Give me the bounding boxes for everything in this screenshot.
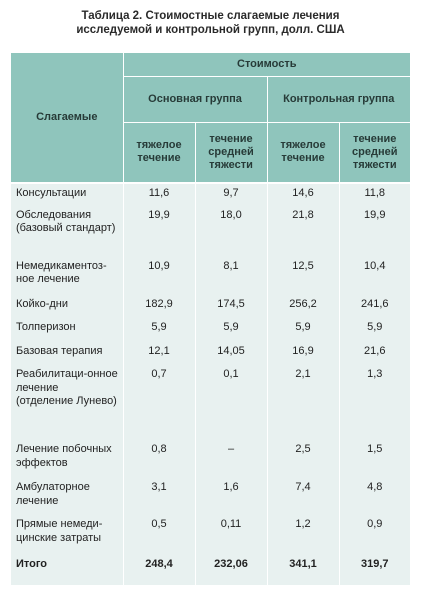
cell-value: 319,7 bbox=[339, 555, 410, 585]
table-row bbox=[11, 295, 410, 319]
cell-value: 14,6 bbox=[267, 183, 339, 206]
cell-value: 5,9 bbox=[339, 318, 410, 342]
header-rowhead: Слагаемые bbox=[11, 53, 123, 183]
cell-value: 12,1 bbox=[123, 342, 195, 366]
row-label: Базовая терапия bbox=[11, 342, 123, 366]
cell-value: 0,1 bbox=[195, 365, 267, 440]
cell-value: 5,9 bbox=[123, 318, 195, 342]
cell-value: 21,6 bbox=[339, 342, 410, 366]
header-sub-main-moderate: течение средней тяжести bbox=[195, 122, 267, 183]
cell-value: 5,9 bbox=[195, 318, 267, 342]
row-label: Немедикаментоз-ное лечение bbox=[11, 257, 123, 295]
cell-value: 232,06 bbox=[195, 555, 267, 585]
table-row bbox=[11, 206, 410, 257]
cell-value: 5,9 bbox=[267, 318, 339, 342]
cell-value: 0,9 bbox=[339, 515, 410, 555]
row-label: Итого bbox=[11, 555, 123, 585]
header-cost: Стоимость bbox=[123, 53, 410, 76]
table-caption bbox=[0, 9, 421, 37]
cell-value: 182,9 bbox=[123, 295, 195, 319]
cell-value: – bbox=[195, 440, 267, 478]
caption-line-2: исследуемой и контрольной групп, долл. США bbox=[76, 24, 345, 36]
table-row-total bbox=[11, 555, 410, 585]
cell-value: 8,1 bbox=[195, 257, 267, 295]
cell-value: 0,8 bbox=[123, 440, 195, 478]
cell-value: 1,2 bbox=[267, 515, 339, 555]
cell-value: 7,4 bbox=[267, 478, 339, 515]
table-row bbox=[11, 478, 410, 515]
cell-value: 4,8 bbox=[339, 478, 410, 515]
header-sub-control-moderate: течение средней тяжести bbox=[339, 122, 410, 183]
cell-value: 19,9 bbox=[123, 206, 195, 257]
cell-value: 341,1 bbox=[267, 555, 339, 585]
cell-value: 12,5 bbox=[267, 257, 339, 295]
cell-value: 248,4 bbox=[123, 555, 195, 585]
cell-value: 1,5 bbox=[339, 440, 410, 478]
cell-value: 10,4 bbox=[339, 257, 410, 295]
row-label: Лечение побочных эффектов bbox=[11, 440, 123, 478]
cell-value: 18,0 bbox=[195, 206, 267, 257]
table-row bbox=[11, 183, 410, 206]
cell-value: 2,1 bbox=[267, 365, 339, 440]
table-row bbox=[11, 515, 410, 555]
cell-value: 256,2 bbox=[267, 295, 339, 319]
table-row bbox=[11, 318, 410, 342]
row-label: Реабилитаци-онное лечение (отделение Лунево) bbox=[11, 365, 123, 440]
row-label: Амбулаторное лечение bbox=[11, 478, 123, 515]
cell-value: 9,7 bbox=[195, 183, 267, 206]
caption-line-1: Таблица 2. Стоимостные слагаемые лечения bbox=[81, 10, 340, 22]
cell-value: 174,5 bbox=[195, 295, 267, 319]
table-row bbox=[11, 257, 410, 295]
cell-value: 1,6 bbox=[195, 478, 267, 515]
cell-value: 16,9 bbox=[267, 342, 339, 366]
cell-value: 19,9 bbox=[339, 206, 410, 257]
cell-value: 0,7 bbox=[123, 365, 195, 440]
cell-value: 0,5 bbox=[123, 515, 195, 555]
cell-value: 11,6 bbox=[123, 183, 195, 206]
cell-value: 2,5 bbox=[267, 440, 339, 478]
cell-value: 11,8 bbox=[339, 183, 410, 206]
cell-value: 3,1 bbox=[123, 478, 195, 515]
cell-value: 1,3 bbox=[339, 365, 410, 440]
row-label: Толперизон bbox=[11, 318, 123, 342]
cell-value: 0,11 bbox=[195, 515, 267, 555]
cost-table bbox=[11, 53, 410, 585]
cell-value: 14,05 bbox=[195, 342, 267, 366]
cell-value: 241,6 bbox=[339, 295, 410, 319]
header-group-main: Основная группа bbox=[123, 76, 267, 122]
table-row bbox=[11, 342, 410, 366]
header-sub-control-severe: тяжелое течение bbox=[267, 122, 339, 183]
row-label: Прямые немеди-цинские затраты bbox=[11, 515, 123, 555]
header-sub-main-severe: тяжелое течение bbox=[123, 122, 195, 183]
cell-value: 10,9 bbox=[123, 257, 195, 295]
table-row bbox=[11, 440, 410, 478]
row-label: Койко-дни bbox=[11, 295, 123, 319]
row-label: Обследования (базовый стандарт) bbox=[11, 206, 123, 257]
header-group-control: Контрольная группа bbox=[267, 76, 410, 122]
cell-value: 21,8 bbox=[267, 206, 339, 257]
row-label: Консультации bbox=[11, 183, 123, 206]
table-row bbox=[11, 365, 410, 440]
